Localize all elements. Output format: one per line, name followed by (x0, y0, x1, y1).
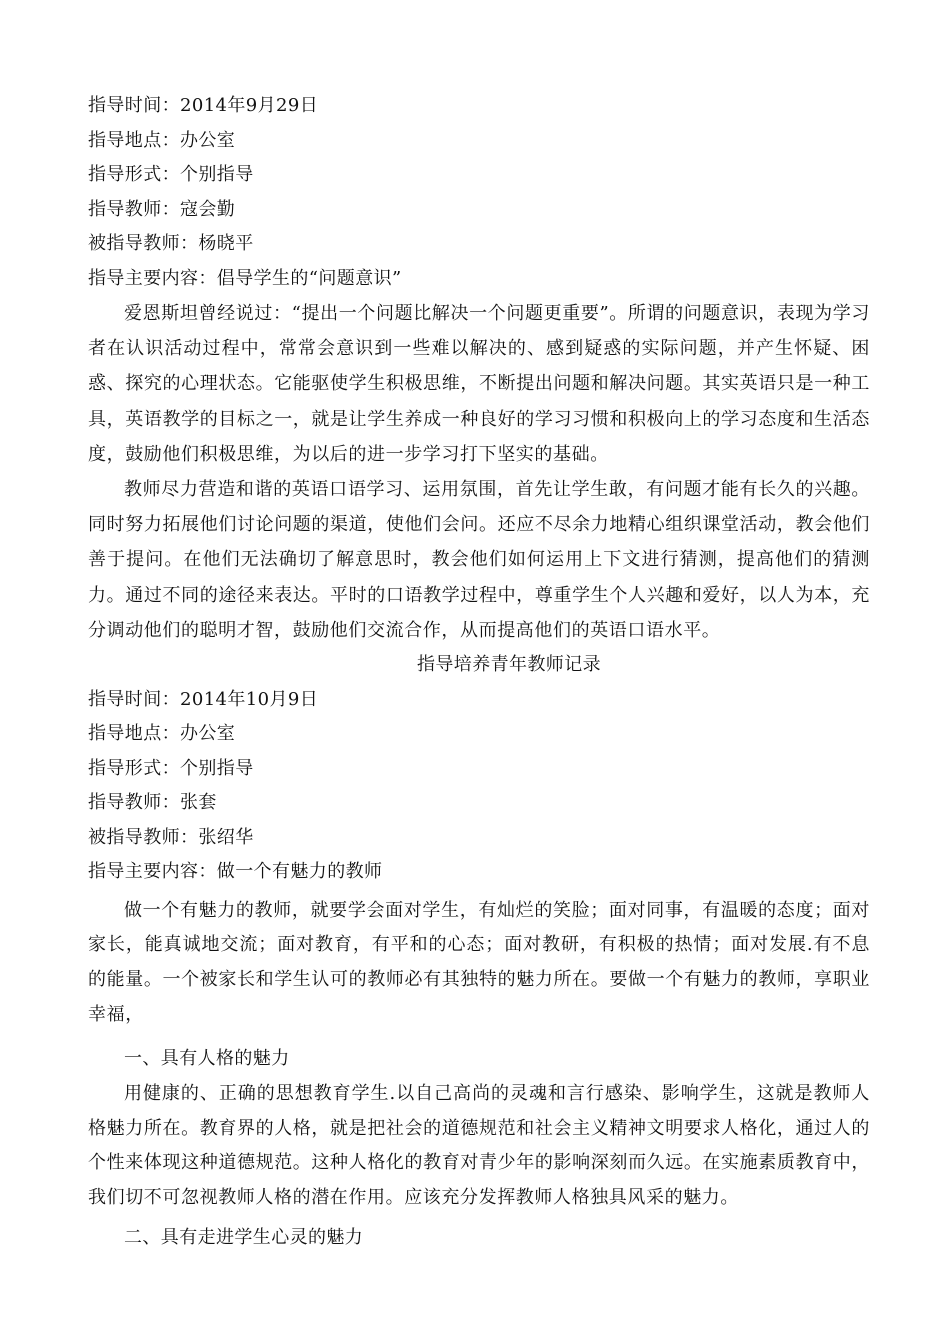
record1-teacher: 指导教师：寇会勤 (88, 198, 236, 220)
record2-teacher: 指导教师：张套 (88, 792, 217, 814)
record1-place: 指导地点：办公室 (88, 129, 236, 151)
record1-time: 指导时间：2014年9月29日 (88, 95, 319, 116)
record2-form: 指导形式：个别指导 (88, 757, 254, 779)
section-2-heading: 二、具有走进学生心灵的魅力 (124, 1226, 364, 1248)
section-1-paragraph: 用健康的、正确的思想教育学生.以自己高尚的灵魂和言行感染、影响学生，这就是教师人格魅力所在。教育界的人格，就是把社会的道德规范和社会主义精神文明要求人格化，通过人的个性来体现这种道德规范。这种人格化的教育对青少年的影响深刻而久远。在实施素质教育中，我们切不可忽视教师人格的潜在作用。应该充分发挥教师人格独具风采的魅力。 (88, 1082, 870, 1209)
record1-paragraph-2: 教师尽力营造和谐的英语口语学习、运用氛围，首先让学生敢，有问题才能有长久的兴趣。同时努力拓展他们讨论问题的渠道，使他们会问。还应不尽余力地精心组织课堂活动，教会他们善于提问。在他们无法确切了解意思时，教会他们如何运用上下文进行猜测，提高他们的猜测力。通过不同的途径来表达。平时的口语教学过程中，尊重学生个人兴趣和爱好，以人为本，充分调动他们的聪明才智，鼓励他们交流合作，从而提高他们的英语口语水平。 (88, 479, 870, 641)
record2-intro-paragraph: 做一个有魅力的教师，就要学会面对学生，有灿烂的笑脸；面对同事，有温暖的态度；面对家长，能真诚地交流；面对教育，有平和的心态；面对教研，有积极的热情；面对发展.有不息的能量。一个被家长和学生认可的教师必有其独特的魅力所在。要做一个有魅力的教师，享职业幸福， (88, 899, 870, 1025)
record1-mentee: 被指导教师：杨晓平 (88, 233, 254, 254)
record2-place: 指导地点：办公室 (88, 723, 236, 745)
record2-topic: 指导主要内容：做一个有魅力的教师 (88, 861, 383, 883)
document-body (88, 89, 870, 1256)
record1-topic: 指导主要内容：倡导学生的“问题意识” (88, 267, 402, 289)
section-1-heading: 一、具有人格的魅力 (124, 1047, 290, 1069)
record2-title: 指导培养青年教师记录 (417, 654, 601, 676)
record1-paragraph-1: 爱恩斯坦曾经说过：“提出一个问题比解决一个问题更重要”。所谓的问题意识，表现为学习者在认识活动过程中，常常会意识到一些难以解决的、感到疑惑的实际问题，并产生怀疑、困惑、探究的心理状态。它能驱使学生积极思维，不断提出问题和解决问题。其实英语只是一种工具，英语教学的目标之一，就是让学生养成一种良好的学习习惯和积极向上的学习态度和生活态度，鼓励他们积极思维，为以后的进一步学习打下坚实的基础。 (88, 303, 870, 465)
record2-time: 指导时间：2014年10月9日 (88, 688, 319, 710)
record2-mentee: 被指导教师：张绍华 (88, 826, 254, 848)
record1-form: 指导形式：个别指导 (88, 164, 254, 185)
